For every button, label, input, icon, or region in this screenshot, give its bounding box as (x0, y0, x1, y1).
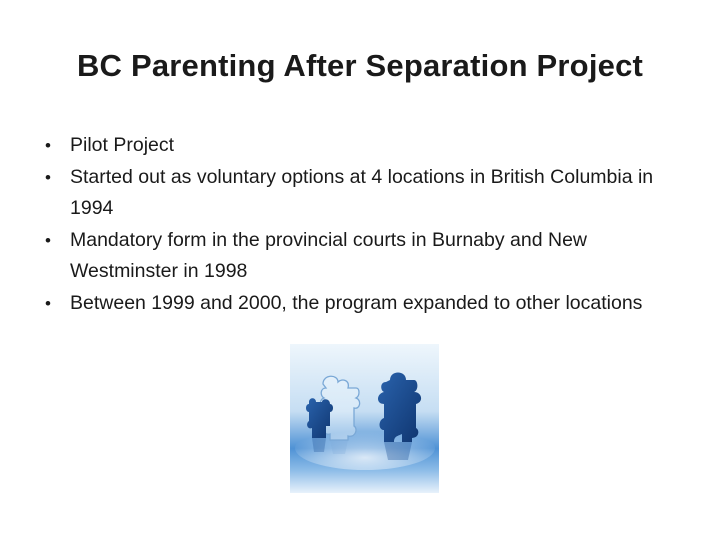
bullet-marker: • (45, 294, 51, 313)
bullet-list (45, 130, 675, 320)
slide-title: BC Parenting After Separation Project (76, 48, 644, 83)
puzzle-pieces-icon (290, 344, 439, 493)
puzzle-figures-image (290, 344, 439, 493)
bullet-text: Between 1999 and 2000, the program expanded to other locations (70, 292, 643, 314)
bullet-item (45, 130, 675, 161)
bullet-marker: • (45, 168, 51, 187)
bullet-text: Mandatory form in the provincial courts in Burnaby and New Westminster in 1998 (70, 229, 587, 282)
bullet-text: Started out as voluntary options at 4 locations in British Columbia in 1994 (70, 166, 654, 219)
bullet-marker: • (45, 136, 51, 155)
bullet-text: Pilot Project (70, 134, 175, 156)
bullet-marker: • (45, 231, 51, 250)
bullet-item (45, 162, 675, 224)
bullet-item (45, 288, 675, 319)
bullet-item (45, 225, 675, 287)
